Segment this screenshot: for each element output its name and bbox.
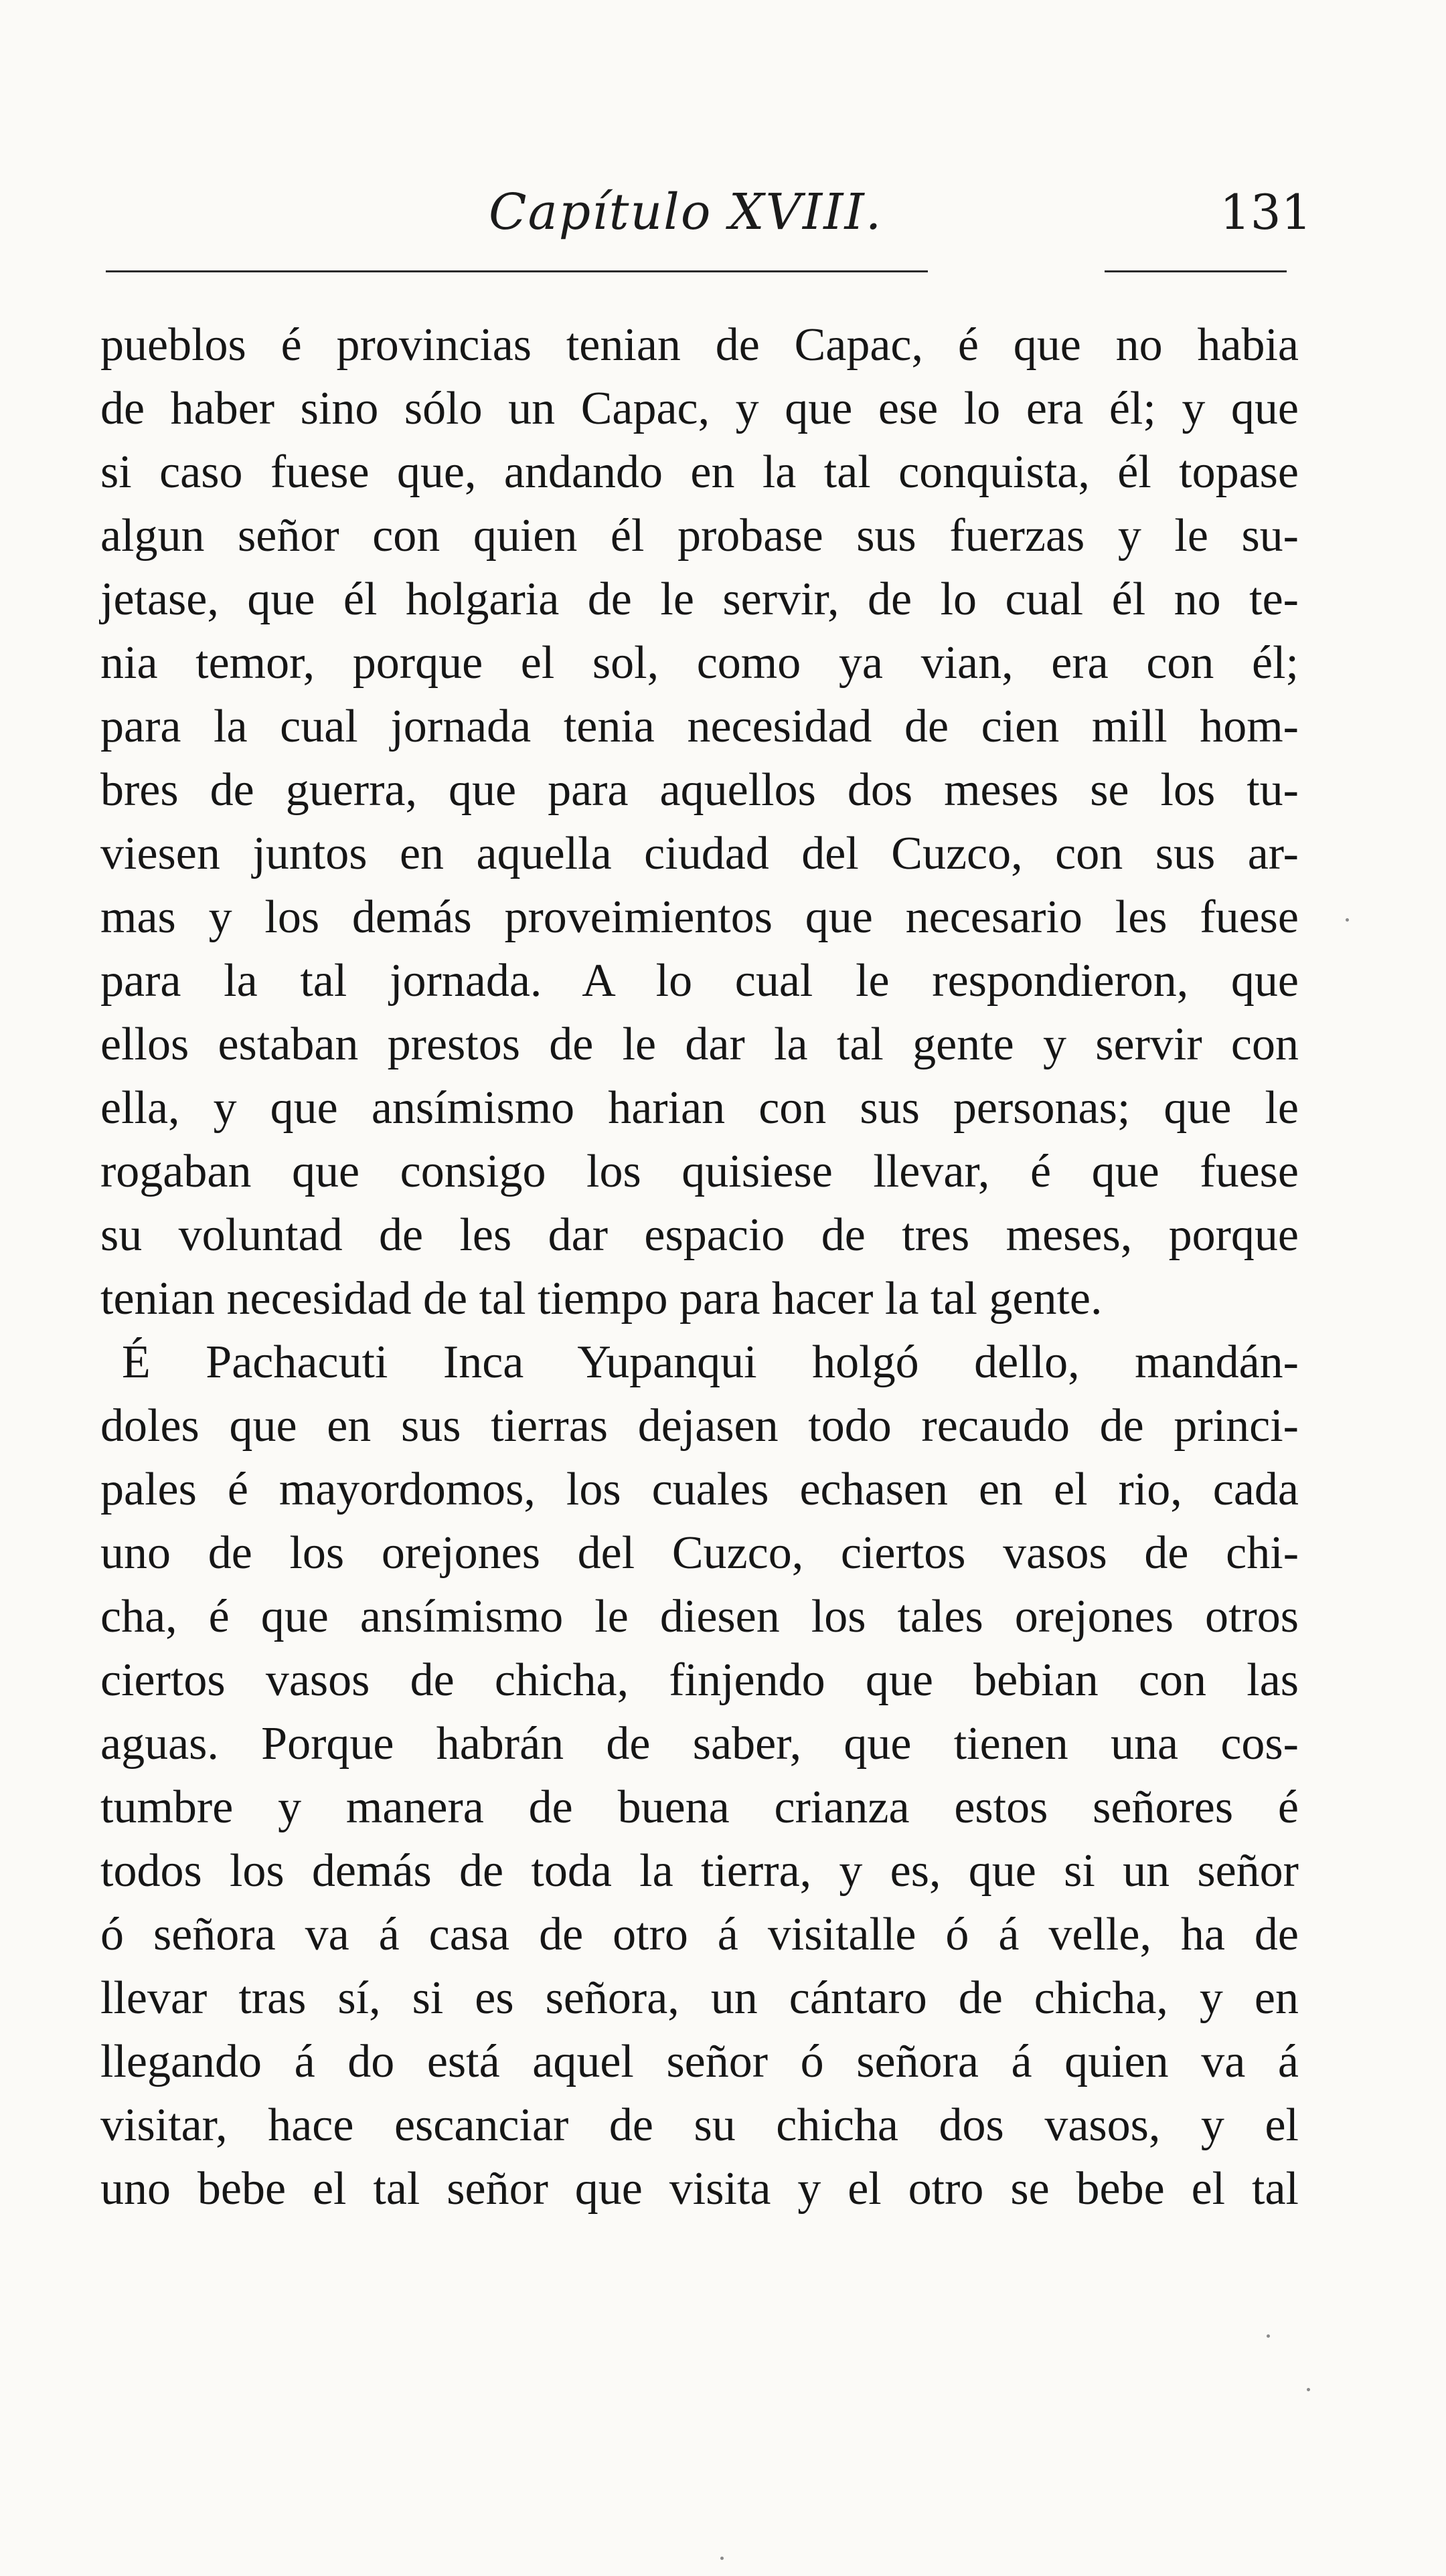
header-rule-right xyxy=(1105,270,1287,272)
text-line: cha, é que ansímismo le diesen los tales orejones otros xyxy=(100,1591,1299,1642)
text-line: jetase, que él holgaria de le servir, de lo cual él no te- xyxy=(100,574,1299,625)
text-line: todos los demás de toda la tierra, y es, que si un señor xyxy=(100,1845,1299,1897)
text-line: pales é mayordomos, los cuales echasen en el rio, cada xyxy=(100,1464,1299,1515)
text-line: su voluntad de les dar espacio de tres meses, porque xyxy=(100,1209,1299,1261)
text-line: tumbre y manera de buena crianza estos señores é xyxy=(100,1782,1299,1833)
text-line: de haber sino sólo un Capac, y que ese lo era él; y que xyxy=(100,383,1299,434)
paper-speck xyxy=(1267,2334,1270,2338)
header-rule-left xyxy=(106,270,928,272)
text-line: para la cual jornada tenia necesidad de cien mill hom- xyxy=(100,701,1299,752)
body-text xyxy=(100,313,1299,2221)
text-line: visitar, hace escanciar de su chicha dos vasos, y el xyxy=(100,2099,1299,2151)
text-line: para la tal jornada. A lo cual le respondieron, que xyxy=(100,955,1299,1007)
text-line: si caso fuese que, andando en la tal conquista, él topase xyxy=(100,446,1299,498)
text-line: É Pachacuti Inca Yupanqui holgó dello, mandán- xyxy=(122,1337,1299,1388)
text-line: uno bebe el tal señor que visita y el otro se bebe el tal xyxy=(100,2163,1299,2215)
text-line: llevar tras sí, si es señora, un cántaro de chicha, y en xyxy=(100,1972,1299,2024)
text-line: viesen juntos en aquella ciudad del Cuzco, con sus ar- xyxy=(100,828,1299,879)
text-line: aguas. Porque habrán de saber, que tienen una cos- xyxy=(100,1718,1299,1770)
text-line: ciertos vasos de chicha, finjendo que bebian con las xyxy=(100,1654,1299,1706)
chapter-title: Capítulo XVIII. xyxy=(489,183,883,241)
paper-speck xyxy=(720,2557,724,2560)
text-line: llegando á do está aquel señor ó señora á quien va á xyxy=(100,2036,1299,2087)
text-line: ellos estaban prestos de le dar la tal gente y servir con xyxy=(100,1019,1299,1070)
paragraph-1 xyxy=(100,313,1299,1330)
text-line: bres de guerra, que para aquellos dos meses se los tu- xyxy=(100,764,1299,816)
text-line: ó señora va á casa de otro á visitalle ó á velle, ha de xyxy=(100,1909,1299,1960)
paragraph-2 xyxy=(100,1330,1299,2221)
text-line: rogaban que consigo los quisiese llevar, é que fuese xyxy=(100,1146,1299,1197)
text-line: mas y los demás proveimientos que necesario les fuese xyxy=(100,891,1299,943)
text-line: doles que en sus tierras dejasen todo recaudo de princi- xyxy=(100,1400,1299,1452)
text-line: algun señor con quien él probase sus fuerzas y le su- xyxy=(100,510,1299,562)
page-number: 131 xyxy=(1220,184,1312,240)
text-line: pueblos é provincias tenian de Capac, é que no habia xyxy=(100,319,1299,371)
paper-speck xyxy=(1307,2388,1310,2391)
text-line: uno de los orejones del Cuzco, ciertos vasos de chi- xyxy=(100,1527,1299,1579)
text-line: nia temor, porque el sol, como ya vian, era con él; xyxy=(100,637,1299,689)
paper-speck xyxy=(1346,918,1349,922)
text-line: ella, y que ansímismo harian con sus personas; que le xyxy=(100,1082,1299,1134)
text-line: tenian necesidad de tal tiempo para hacer la tal gente. xyxy=(100,1273,1103,1324)
running-head xyxy=(0,175,1446,249)
